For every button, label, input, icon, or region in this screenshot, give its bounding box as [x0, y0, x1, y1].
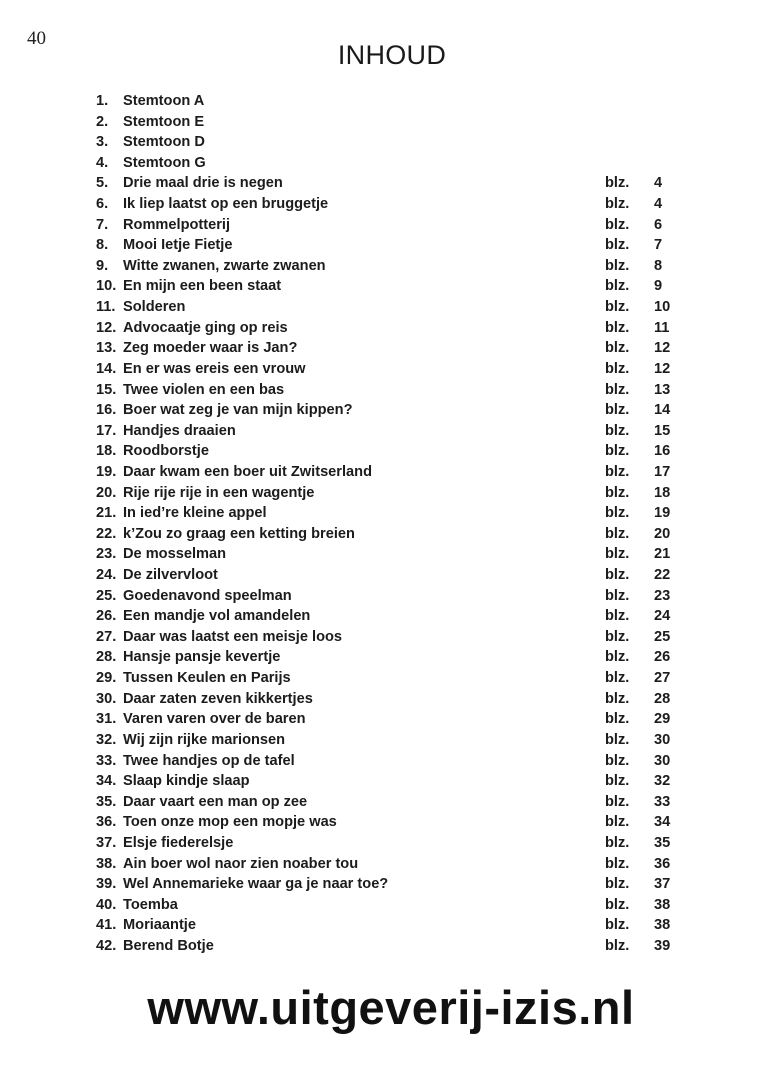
entry-blz-label: blz.	[605, 216, 630, 233]
entry-blz-label: blz.	[605, 937, 630, 954]
entry-number: 17.	[96, 422, 117, 439]
entry-number: 41.	[96, 917, 117, 934]
toc-entry	[96, 812, 696, 833]
entry-number: 27.	[96, 628, 117, 645]
entry-blz-label: blz.	[605, 670, 630, 687]
entry-title: Toen onze mop een mopje was	[123, 814, 337, 831]
toc-entry	[96, 915, 696, 936]
toc-entry	[96, 194, 696, 215]
toc-entry	[96, 297, 696, 318]
toc-entry	[96, 751, 696, 772]
entry-title: Advocaatje ging op reis	[123, 319, 288, 336]
entry-blz-label: blz.	[605, 917, 630, 934]
toc-entry	[96, 173, 696, 194]
entry-page-number: 33	[654, 793, 671, 810]
entry-title: Witte zwanen, zwarte zwanen	[123, 257, 326, 274]
entry-title: Hansje pansje kevertje	[123, 649, 281, 666]
entry-blz-label: blz.	[605, 278, 630, 295]
toc-entry	[96, 338, 696, 359]
entry-title: Solderen	[123, 299, 186, 316]
entry-title: Handjes draaien	[123, 422, 236, 439]
entry-blz-label: blz.	[605, 608, 630, 625]
entry-number: 31.	[96, 711, 117, 728]
toc-entry	[96, 276, 696, 297]
entry-title: Wel Annemarieke waar ga je naar toe?	[123, 876, 389, 893]
entry-number: 39.	[96, 876, 117, 893]
entry-page-number: 11	[654, 319, 670, 336]
toc-entry	[96, 874, 696, 895]
toc-entry	[96, 730, 696, 751]
toc-entry	[96, 854, 696, 875]
toc-entry	[96, 544, 696, 565]
entry-page-number: 28	[654, 690, 671, 707]
entry-blz-label: blz.	[605, 587, 630, 604]
entry-blz-label: blz.	[605, 876, 630, 893]
toc-entry	[96, 421, 696, 442]
entry-title: Berend Botje	[123, 937, 214, 954]
toc-entry	[96, 359, 696, 380]
entry-page-number: 30	[654, 752, 671, 769]
entry-number: 21.	[96, 505, 117, 522]
entry-title: Ain boer wol naor zien noaber tou	[123, 855, 359, 872]
entry-number: 10.	[96, 278, 117, 295]
entry-number: 24.	[96, 567, 117, 584]
entry-blz-label: blz.	[605, 752, 630, 769]
entry-page-number: 30	[654, 731, 671, 748]
entry-page-number: 13	[654, 381, 671, 398]
entry-title: Twee handjes op de tafel	[123, 752, 295, 769]
entry-number: 15.	[96, 381, 117, 398]
entry-blz-label: blz.	[605, 360, 630, 377]
toc-entry	[96, 318, 696, 339]
entry-page-number: 37	[654, 876, 671, 893]
entry-blz-label: blz.	[605, 237, 630, 254]
entry-blz-label: blz.	[605, 319, 630, 336]
entry-title: Tussen Keulen en Parijs	[123, 670, 291, 687]
entry-title: Stemtoon A	[123, 93, 205, 109]
entry-page-number: 36	[654, 855, 671, 872]
entry-blz-label: blz.	[605, 525, 630, 542]
entry-blz-label: blz.	[605, 773, 630, 790]
entry-number: 25.	[96, 587, 117, 604]
entry-blz-label: blz.	[605, 628, 630, 645]
toc-entry	[96, 441, 696, 462]
website-url: www.uitgeverij-izis.nl	[147, 981, 635, 1034]
entry-page-number: 26	[654, 649, 671, 666]
entry-number: 2.	[96, 113, 109, 130]
toc-entry	[96, 380, 696, 401]
entry-number: 35.	[96, 793, 117, 810]
entry-blz-label: blz.	[605, 196, 630, 213]
entry-title: Elsje fiederelsje	[123, 834, 234, 851]
toc-entry	[96, 936, 696, 957]
entry-page-number: 4	[654, 175, 663, 192]
entry-title: Toemba	[123, 896, 178, 913]
entry-number: 5.	[96, 175, 109, 192]
entry-title: Rommelpotterij	[123, 216, 231, 233]
entry-page-number: 35	[654, 834, 671, 851]
entry-number: 32.	[96, 731, 117, 748]
entry-blz-label: blz.	[605, 567, 630, 584]
entry-number: 28.	[96, 649, 117, 666]
entry-page-number: 38	[654, 917, 671, 934]
toc-entry	[96, 792, 696, 813]
entry-number: 36.	[96, 814, 117, 831]
entry-blz-label: blz.	[605, 855, 630, 872]
entry-title: Moriaantje	[123, 917, 196, 934]
entry-page-number: 32	[654, 773, 671, 790]
entry-title: Varen varen over de baren	[123, 711, 306, 728]
entry-blz-label: blz.	[605, 443, 630, 460]
entry-number: 42.	[96, 937, 117, 954]
entry-blz-label: blz.	[605, 422, 630, 439]
entry-number: 8.	[96, 237, 109, 254]
entry-number: 7.	[96, 216, 109, 233]
entry-page-number: 6	[654, 216, 663, 233]
entry-page-number: 15	[654, 422, 671, 439]
entry-page-number: 24	[654, 608, 671, 625]
entry-page-number: 27	[654, 670, 671, 687]
toc-entry	[96, 524, 696, 545]
toc-entry	[96, 153, 696, 174]
entry-title: Mooi Ietje Fietje	[123, 237, 233, 254]
entry-number: 30.	[96, 690, 117, 707]
entry-title: De mosselman	[123, 546, 227, 563]
entry-page-number: 8	[654, 257, 663, 274]
entry-page-number: 14	[654, 402, 671, 419]
entry-title: En mijn een been staat	[123, 278, 282, 295]
page-title: INHOUD	[337, 40, 447, 70]
entry-page-number: 19	[654, 505, 671, 522]
toc-entry	[96, 91, 696, 112]
toc-entry	[96, 112, 696, 133]
entry-title: De zilvervloot	[123, 567, 218, 584]
entry-page-number: 39	[654, 937, 671, 954]
entry-title: Daar kwam een boer uit Zwitserland	[123, 463, 372, 480]
toc-entry	[96, 132, 696, 153]
entry-title: Wij zijn rijke marionsen	[123, 731, 286, 748]
toc-entry	[96, 689, 696, 710]
toc-entry	[96, 606, 696, 627]
toc-entry	[96, 771, 696, 792]
toc-entry	[96, 627, 696, 648]
entry-page-number: 22	[654, 567, 671, 584]
entry-title: En er was ereis een vrouw	[123, 360, 306, 377]
entry-title: Drie maal drie is negen	[123, 175, 283, 192]
entry-title: k’Zou zo graag een ketting breien	[123, 525, 355, 542]
entry-title: Stemtoon E	[123, 113, 205, 130]
entry-page-number: 12	[654, 340, 671, 357]
entry-blz-label: blz.	[605, 690, 630, 707]
entry-number: 18.	[96, 443, 117, 460]
entry-title: Daar was laatst een meisje loos	[123, 628, 343, 645]
toc-entry	[96, 668, 696, 689]
entry-number: 22.	[96, 525, 117, 542]
toc-entry	[96, 586, 696, 607]
entry-blz-label: blz.	[605, 896, 630, 913]
entry-number: 19.	[96, 463, 117, 480]
entry-title: Goedenavond speelman	[123, 587, 292, 604]
entry-title: Twee violen en een bas	[123, 381, 285, 398]
page-number: 40	[27, 28, 46, 49]
entry-page-number: 17	[654, 463, 671, 480]
entry-number: 4.	[96, 154, 109, 171]
entry-blz-label: blz.	[605, 402, 630, 419]
entry-title: Roodborstje	[123, 443, 209, 460]
entry-title: Rije rije rije in een wagentje	[123, 484, 315, 501]
entry-page-number: 21	[654, 546, 671, 563]
toc-entry	[96, 215, 696, 236]
entry-title: Daar zaten zeven kikkertjes	[123, 690, 313, 707]
entry-title: Boer wat zeg je van mijn kippen?	[123, 402, 353, 419]
entry-blz-label: blz.	[605, 546, 630, 563]
entry-title: Stemtoon G	[123, 154, 206, 171]
entry-page-number: 38	[654, 896, 671, 913]
entry-page-number: 25	[654, 628, 671, 645]
entry-title: Daar vaart een man op zee	[123, 793, 308, 810]
entry-title: Slaap kindje slaap	[123, 773, 250, 790]
entry-title: Stemtoon D	[123, 134, 205, 151]
entry-number: 6.	[96, 196, 109, 213]
entry-blz-label: blz.	[605, 340, 630, 357]
entry-number: 38.	[96, 855, 117, 872]
toc-entry	[96, 235, 696, 256]
entry-number: 23.	[96, 546, 117, 563]
entry-page-number: 12	[654, 360, 671, 377]
entry-number: 34.	[96, 773, 117, 790]
toc-entry	[96, 483, 696, 504]
entry-blz-label: blz.	[605, 257, 630, 274]
entry-number: 26.	[96, 608, 117, 625]
entry-number: 11.	[96, 299, 116, 316]
entry-blz-label: blz.	[605, 814, 630, 831]
entry-title: Zeg moeder waar is Jan?	[123, 340, 298, 357]
toc-entry	[96, 709, 696, 730]
entry-title: Een mandje vol amandelen	[123, 608, 311, 625]
table-of-contents	[96, 91, 696, 957]
toc-entry	[96, 895, 696, 916]
entry-number: 33.	[96, 752, 117, 769]
entry-blz-label: blz.	[605, 505, 630, 522]
entry-blz-label: blz.	[605, 711, 630, 728]
entry-number: 16.	[96, 402, 117, 419]
entry-blz-label: blz.	[605, 793, 630, 810]
entry-number: 13.	[96, 340, 117, 357]
entry-number: 20.	[96, 484, 117, 501]
entry-page-number: 10	[654, 299, 671, 316]
entry-blz-label: blz.	[605, 649, 630, 666]
toc-entry	[96, 833, 696, 854]
entry-blz-label: blz.	[605, 175, 630, 192]
entry-blz-label: blz.	[605, 484, 630, 501]
entry-page-number: 9	[654, 278, 663, 295]
entry-page-number: 20	[654, 525, 671, 542]
toc-entry	[96, 256, 696, 277]
entry-page-number: 29	[654, 711, 671, 728]
entry-blz-label: blz.	[605, 834, 630, 851]
entry-number: 9.	[96, 257, 109, 274]
toc-entry	[96, 565, 696, 586]
entry-title: In ied’re kleine appel	[123, 505, 267, 522]
entry-number: 12.	[96, 319, 117, 336]
entry-number: 37.	[96, 834, 117, 851]
toc-entry	[96, 400, 696, 421]
entry-blz-label: blz.	[605, 463, 630, 480]
entry-number: 14.	[96, 360, 117, 377]
entry-blz-label: blz.	[605, 731, 630, 748]
entry-page-number: 4	[654, 196, 663, 213]
toc-entry	[96, 462, 696, 483]
entry-page-number: 23	[654, 587, 671, 604]
entry-number: 29.	[96, 670, 117, 687]
entry-page-number: 7	[654, 237, 663, 254]
entry-number: 1.	[96, 93, 109, 109]
entry-number: 3.	[96, 134, 109, 151]
entry-page-number: 16	[654, 443, 671, 460]
toc-entry	[96, 647, 696, 668]
entry-number: 40.	[96, 896, 117, 913]
toc-entry	[96, 503, 696, 524]
entry-blz-label: blz.	[605, 299, 630, 316]
entry-title: Ik liep laatst op een bruggetje	[123, 196, 329, 213]
entry-page-number: 18	[654, 484, 671, 501]
entry-blz-label: blz.	[605, 381, 630, 398]
entry-page-number: 34	[654, 814, 671, 831]
